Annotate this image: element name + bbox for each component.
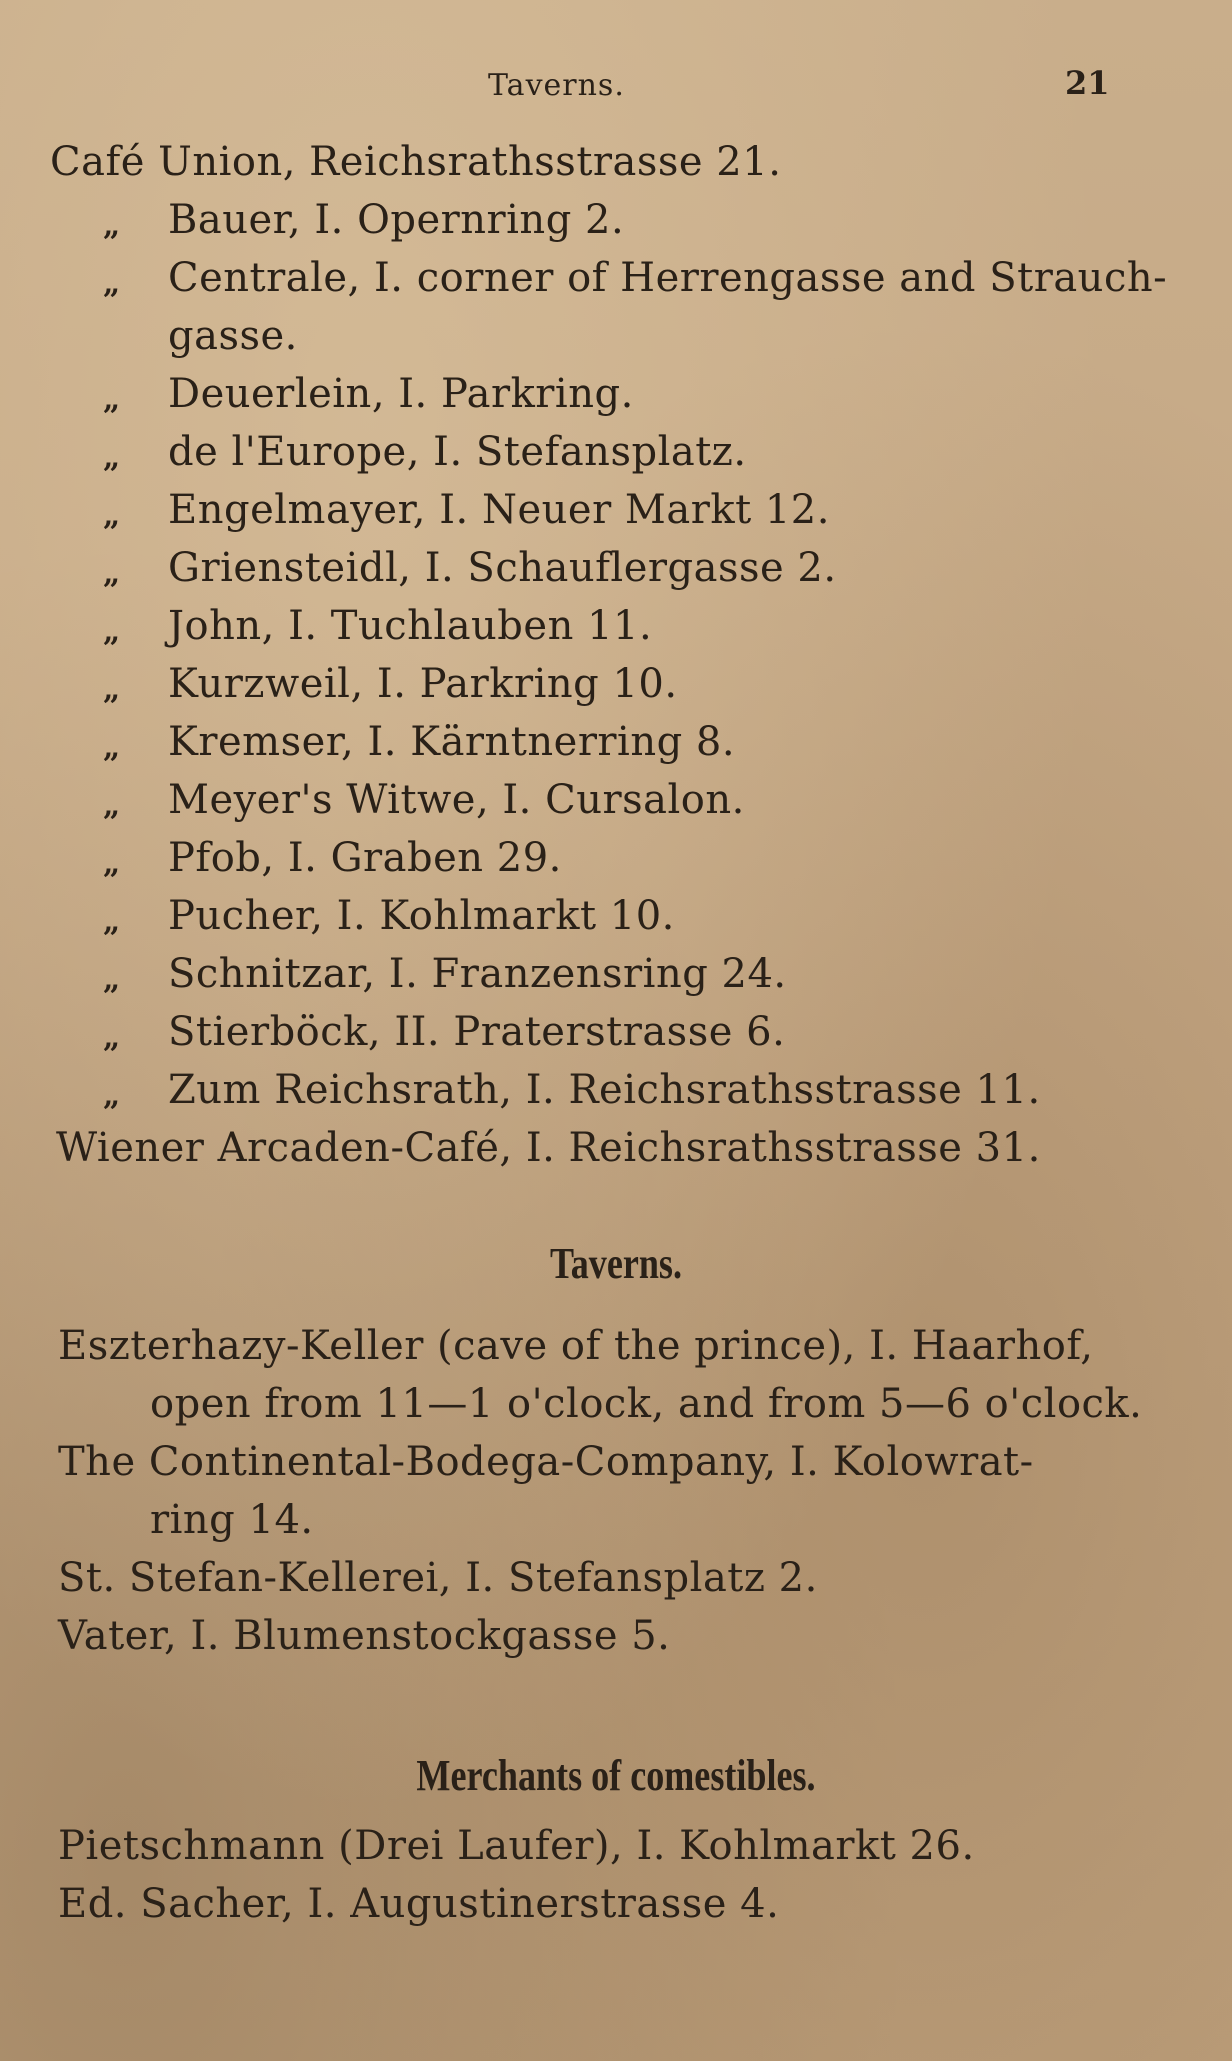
section-heading-merchants: Merchants of comestibles. xyxy=(416,1751,816,1800)
ditto-mark: „ xyxy=(103,672,121,707)
page-number: 21 xyxy=(1065,64,1110,102)
ditto-mark: „ xyxy=(103,382,121,417)
ditto-mark: „ xyxy=(103,962,121,997)
ditto-mark: „ xyxy=(103,614,121,649)
ditto-mark: „ xyxy=(103,904,121,939)
ditto-mark: „ xyxy=(103,556,121,591)
ditto-mark: „ xyxy=(103,498,121,533)
ditto-mark: „ xyxy=(103,1020,121,1055)
ditto-mark: „ xyxy=(103,788,121,823)
ditto-mark: „ xyxy=(103,730,121,765)
ditto-mark: „ xyxy=(103,846,121,881)
ditto-mark: „ xyxy=(103,266,121,301)
book-page: Taverns. 21 Café Union, Reichsrathsstrasse 21. „ Bauer, I. Opernring 2. „ Centrale, I. corner of Herrengasse and Strauch- gasse. „ Deuerlein, I. Parkring. „ de l'Europe, I. Stefansplatz. „ Engelmayer, I. Neuer Markt 12. „ Griensteidl, I. Schauflergasse 2. „ John, I. Tuchlauben 11. „ Kurzweil, I. Parkring 10. „ Kremser, I. Kärntnerring 8. „ Meyer's Witwe, I. Cursalon. „ Pfob, I. Graben 29. „ Pucher, I. Kohlmarkt 10. „ Schnitzar, I. Franzensring 24. „ Stierböck, II. Praterstrasse 6. „ Zum Reichsrath, I. Reichsrathsstrasse 11. Wiener Arcaden-Café, I. Reichsrathsstrasse 31. Taverns. Eszterhazy-Keller (cave of the prince), I. Haarhof, open from 11—1 o'clock, and from 5—6 o'clock. The Continental-Bodega-Company, I. Kolowrat- ring 14. St. Stefan-Kellerei, I. Stefansplatz 2. Vater, I. Blumenstockgasse 5. Merchants of comestibles. Pietschmann (Drei Laufer), I. Kohlmarkt 26. Ed. Sacher, I. Augustinerstrasse 4. xyxy=(0,0,1232,2061)
running-header-title: Taverns. xyxy=(488,68,625,103)
ditto-mark: „ xyxy=(103,1078,121,1113)
running-header xyxy=(0,60,1232,110)
ditto-mark: „ xyxy=(103,440,121,475)
section-heading-taverns: Taverns. xyxy=(550,1239,682,1288)
ditto-mark: „ xyxy=(103,208,121,243)
